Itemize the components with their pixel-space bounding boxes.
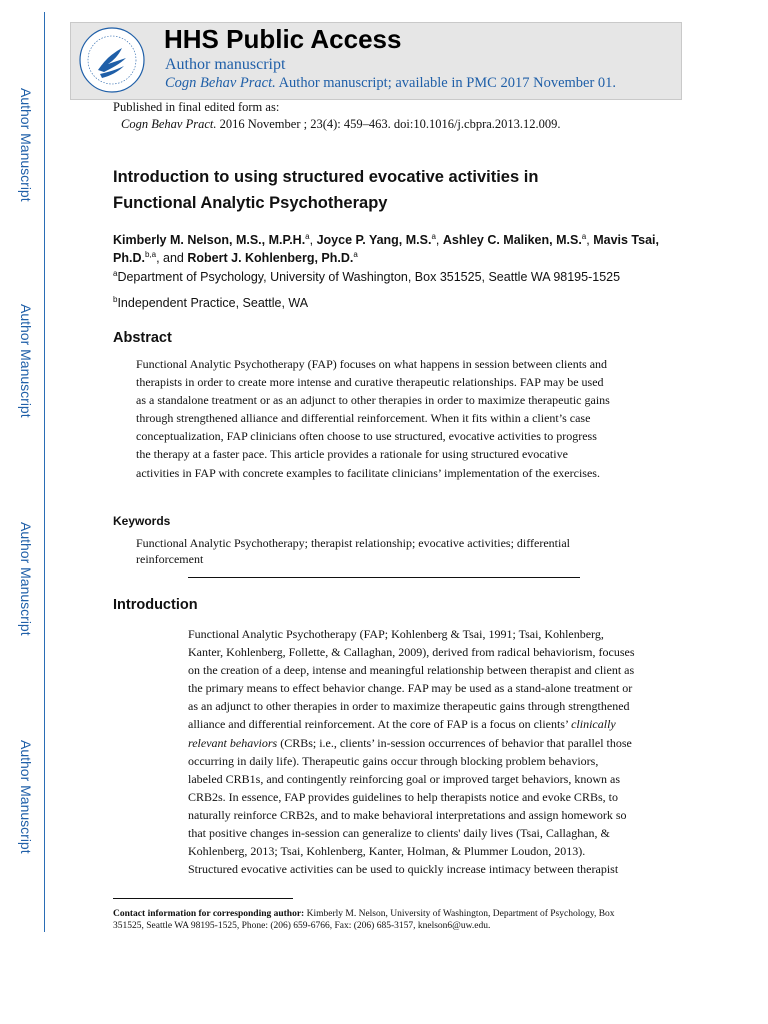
published-label: Published in final edited form as: <box>113 100 280 114</box>
author-name: Joyce P. Yang, M.S. <box>316 233 432 247</box>
affiliation-text: Department of Psychology, University of Washington, Box 351525, Seattle WA 98195-1525 <box>117 270 621 284</box>
intro-line: Kanter, Kohlenberg, Follette, & Callaghan, 2009), derived from radical behaviorism, focuses <box>188 645 635 660</box>
affiliation-sup: b <box>113 294 118 304</box>
affiliation <box>113 270 620 284</box>
article-title <box>113 164 673 216</box>
intro-line: CRB2s. In essence, FAP provides guidelines to help therapists notice and evoke CRBs, to <box>188 789 618 804</box>
header-availability-text: Author manuscript; available in PMC 2017 November 01. <box>278 75 617 91</box>
published-citation <box>121 117 561 132</box>
keywords-body <box>136 535 616 567</box>
intro-line: Kohlenberg, 2013; Tsai, Kohlenberg, Kanter, Holman, & Plummer Loudon, 2013). <box>188 844 586 859</box>
intro-line: the primary means to effect behavior change. FAP may be used as a stand-alone treatment or <box>188 681 633 696</box>
intro-line: Structured evocative activities can be used to quickly increase intimacy between therapist <box>188 862 619 877</box>
hhs-logo-icon <box>78 26 146 94</box>
citation-journal: Cogn Behav Pract. <box>121 117 217 131</box>
footnote-text: Kimberly M. Nelson, University of Washington, Department of Psychology, Box <box>306 909 615 919</box>
abstract-heading: Abstract <box>113 330 172 346</box>
intro-italic: clinically <box>571 717 616 732</box>
intro-text: alliance and differential reinforcement. At the core of FAP is a focus on clients’ <box>188 717 569 732</box>
intro-line <box>188 715 658 733</box>
intro-line: as an adjunct to other therapies in order to maximize therapeutic gains through strengthened <box>188 699 630 714</box>
author-list: Kimberly M. Nelson, M.S., M.P.H.$^a$, Joyce P. Yang, M.S.$^a$, Ashley C. Maliken, M.S.$^a$, Mavis Tsai, Ph.D.$^{b,a}$, and Robert J. Kohlenberg, Ph.D.$^a$ <box>113 231 659 265</box>
article-title-line: Introduction to using structured evocative activities in <box>113 168 539 186</box>
author-sup: a <box>305 231 310 241</box>
abstract-line: through strengthened alliance and differential reinforcement. When it fits within a client’s case <box>136 411 591 426</box>
author-conjunction: and <box>163 251 184 265</box>
author-name: Robert J. Kohlenberg, Ph.D. <box>187 251 354 265</box>
intro-line: on the creation of a deep, intense and meaningful relationship between therapist and client as <box>188 663 635 678</box>
footnote <box>113 908 658 932</box>
affiliation <box>113 296 308 310</box>
abstract-line: Functional Analytic Psychotherapy (FAP) focuses on what happens in session between clients and <box>136 357 608 371</box>
intro-line: occurring in daily life). Therapeutic gains occur through blocking problem behaviors, <box>188 753 599 768</box>
author-name: Mavis Tsai, Ph.D. <box>113 233 659 265</box>
intro-line: labeled CRB1s, and contingently reinforcing goal or improved target behaviors, known as <box>188 771 621 786</box>
intro-line: naturally reinforce CRB2s, and to make behavioral interpretations and assign homework so <box>188 807 627 822</box>
divider <box>188 577 580 578</box>
abstract-line: activities in FAP with concrete examples to facilitate clinicians’ implementation of the exercises. <box>136 465 600 480</box>
keywords-line: Functional Analytic Psychotherapy; therapist relationship; evocative activities; differential <box>136 536 570 550</box>
header-journal: Cogn Behav Pract. <box>165 75 276 91</box>
intro-line <box>188 734 658 752</box>
header-availability <box>165 75 616 92</box>
intro-line: that positive changes in-session can generalize to clients' daily lives (Tsai, Callaghan, & <box>188 826 610 841</box>
footnote-divider <box>113 898 293 899</box>
footnote-line: 351525, Seattle WA 98195-1525, Phone: (206) 659-6766, Fax: (206) 685-3157, knelson6@uw.edu. <box>113 921 491 931</box>
author-name: Ashley C. Maliken, M.S. <box>442 233 582 247</box>
abstract-line: the therapy at a faster pace. This article provides a rationale for using structured evocative <box>136 447 568 462</box>
affiliation-text: Independent Practice, Seattle, WA <box>117 296 309 310</box>
side-rail-line <box>44 12 45 932</box>
citation-details: 2016 November ; 23(4): 459–463. doi:10.1016/j.cbpra.2013.12.009. <box>219 117 561 131</box>
introduction-heading: Introduction <box>113 597 198 613</box>
intro-text: (CRBs; i.e., clients’ in-session occurrences of behavior that parallel those <box>280 735 632 750</box>
affiliation-sup: a <box>113 268 118 278</box>
footnote-label: Contact information for corresponding author: <box>113 909 305 919</box>
author-sup: a <box>581 231 587 241</box>
side-rail: Author Manuscript Author Manuscript Author Manuscript Author Manuscript <box>0 0 60 930</box>
intro-line: Functional Analytic Psychotherapy (FAP; Kohlenberg & Tsai, 1991; Tsai, Kohlenberg, <box>188 627 604 641</box>
header-subtitle: Author manuscript <box>165 56 286 73</box>
intro-italic: relevant behaviors <box>188 735 278 750</box>
page-title: HHS Public Access <box>164 24 402 54</box>
keywords-heading: Keywords <box>113 514 171 528</box>
abstract-line: therapists in order to create more intense and curative therapeutic relationships. FAP may be used <box>136 375 604 390</box>
author-name: Kimberly M. Nelson, M.S., M.P.H. <box>113 233 306 247</box>
abstract-line: as a standalone treatment or as an adjunct to other therapies in order to maximize therapeutic gains <box>136 393 610 408</box>
article-title-line: Functional Analytic Psychotherapy <box>113 194 388 212</box>
author-sup: a <box>431 231 436 241</box>
keywords-line: reinforcement <box>136 552 204 566</box>
abstract-body <box>136 355 636 482</box>
footnote-line <box>113 908 658 920</box>
author-sup: a <box>353 249 358 259</box>
introduction-body <box>188 625 658 878</box>
abstract-line: conceptualization, FAP clinicians often choose to use structured, evocative activities to progress <box>136 429 597 444</box>
author-sup: b,a <box>144 249 157 259</box>
